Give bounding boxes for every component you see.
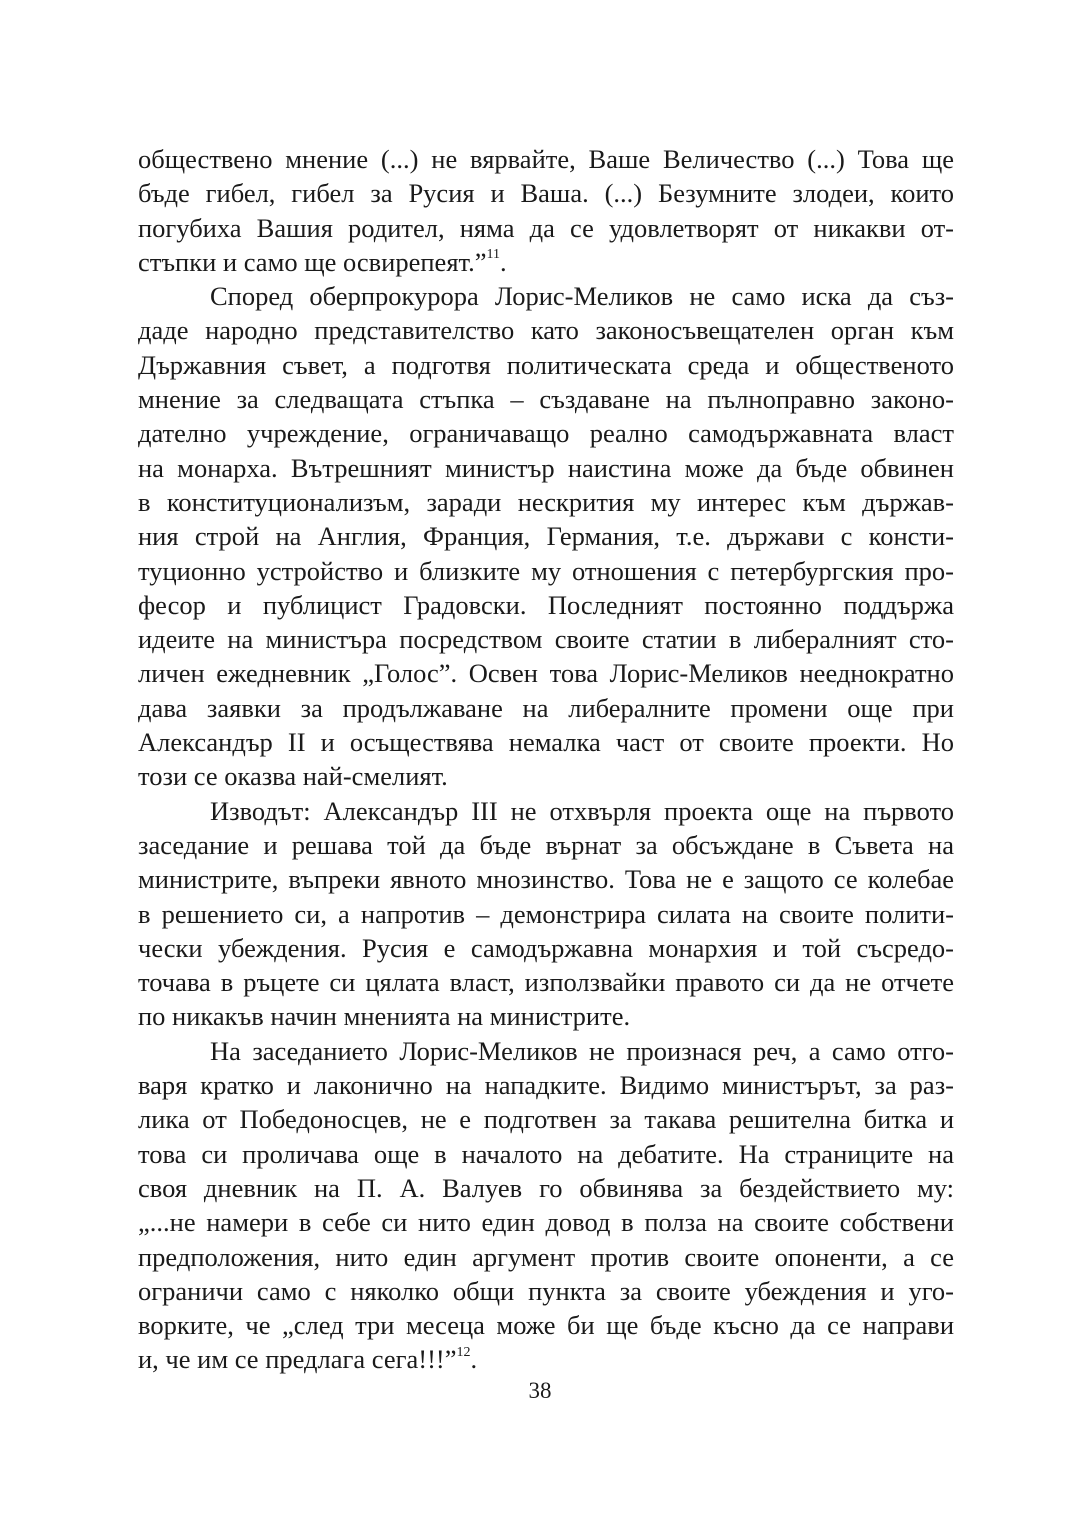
text-line: министрите, въпреки явното мнозинство. Това не е защото се колебае bbox=[138, 864, 954, 895]
text-line: „...не намери в себе си нито един довод в полза на своите собствени bbox=[138, 1207, 954, 1238]
text-line: точава в ръцете си цялата власт, използвайки правото си да не отчете bbox=[138, 967, 954, 998]
text-line: фесор и публицист Градовски. Последният постоянно поддържа bbox=[138, 589, 954, 620]
text-line: в решението си, а напротив – демонстрира силата на своите полити- bbox=[138, 898, 954, 929]
page-body bbox=[138, 142, 954, 1377]
text-line: туционно устройство и близките му отношения с петербургския про- bbox=[138, 555, 954, 586]
text-line: своя дневник на П. А. Валуев го обвинява за бездействието му: bbox=[138, 1172, 954, 1203]
text-line: Държавния съвет, а подготвя политическата среда и общественото bbox=[138, 349, 954, 380]
closing-punctuation: . bbox=[470, 1344, 478, 1375]
text-line: в конституционализъм, заради нескрития му интерес към държав- bbox=[138, 486, 954, 517]
text-line: това си проличава още в началото на дебатите. На страниците на bbox=[138, 1138, 954, 1169]
text-line-last bbox=[138, 245, 954, 279]
text-line: варя кратко и лаконично на нападките. Видимо министърът, за раз- bbox=[138, 1070, 954, 1101]
text-line: дателно учреждение, ограничаващо реално самодържавната власт bbox=[138, 418, 954, 449]
text-line: чески убеждения. Русия е самодържавна монархия и той съсредо- bbox=[138, 932, 954, 963]
line-text: стъпки и само ще освирепеят.” bbox=[138, 246, 487, 277]
text-line: обществено мнение (...) не вярвайте, Ваше Величество (...) Това ще bbox=[138, 144, 954, 174]
text-line: идеите на министъра посредством своите статии в либералният сто- bbox=[138, 624, 954, 655]
text-line-last: по никакъв начин мненията на министрите. bbox=[138, 1001, 631, 1032]
text-line: дава заявки за продължаване на либералните промени още при bbox=[138, 692, 954, 723]
page-number: 38 bbox=[528, 1378, 552, 1403]
text-line: мнение за следващата стъпка – създаване на пълноправно законо- bbox=[138, 384, 954, 415]
text-line: заседание и решава той да бъде върнат за обсъждане в Съвета на bbox=[138, 829, 954, 860]
text-line: погубиха Вашия родител, няма да се удовлетворят от никакви от- bbox=[138, 212, 954, 243]
text-line-indented: Според оберпрокурора Лорис-Меликов не само иска да съз- bbox=[210, 281, 954, 312]
text-line-last bbox=[138, 1342, 954, 1376]
paragraph-2 bbox=[138, 279, 954, 793]
text-line: ограничи само с няколко общи пункта за своите убеждения и уго- bbox=[138, 1275, 954, 1306]
paragraph-4 bbox=[138, 1034, 954, 1377]
text-line: ворките, че „след три месеца може би ще бъде късно да се направи bbox=[138, 1310, 954, 1341]
text-line: лика от Победоносцев, не е подготвен за такава решителна битка и bbox=[138, 1104, 954, 1135]
footnote-marker-12: 12 bbox=[456, 1344, 471, 1360]
paragraph-3 bbox=[138, 794, 954, 1034]
line-text: и, че им се предлага сега!!!” bbox=[138, 1344, 457, 1375]
text-line: личен ежедневник „Голос”. Освен това Лорис-Меликов нееднократно bbox=[138, 658, 954, 689]
text-line-indented: Изводът: Александър III не отхвърля проекта още на първото bbox=[210, 795, 954, 826]
text-line: даде народно представителство като законосъвещателен орган към bbox=[138, 315, 954, 346]
paragraph-1 bbox=[138, 142, 954, 279]
closing-punctuation: . bbox=[499, 246, 507, 277]
text-line-last: този се оказва най-смелият. bbox=[138, 761, 448, 792]
text-line: предположения, нито един аргумент против своите опоненти, а се bbox=[138, 1241, 954, 1272]
text-line-indented: На заседанието Лорис-Меликов не произнася реч, а само отго- bbox=[210, 1035, 954, 1066]
text-line: на монарха. Вътрешният министър наистина може да бъде обвинен bbox=[138, 452, 954, 483]
text-line: бъде гибел, гибел за Русия и Ваша. (...) Безумните злодеи, които bbox=[138, 178, 954, 209]
footnote-marker-11: 11 bbox=[486, 247, 500, 263]
text-line: ния строй на Англия, Франция, Германия, т.е. държави с консти- bbox=[138, 521, 954, 552]
text-line: Александър II и осъществява немалка част от своите проекти. Но bbox=[138, 727, 954, 758]
